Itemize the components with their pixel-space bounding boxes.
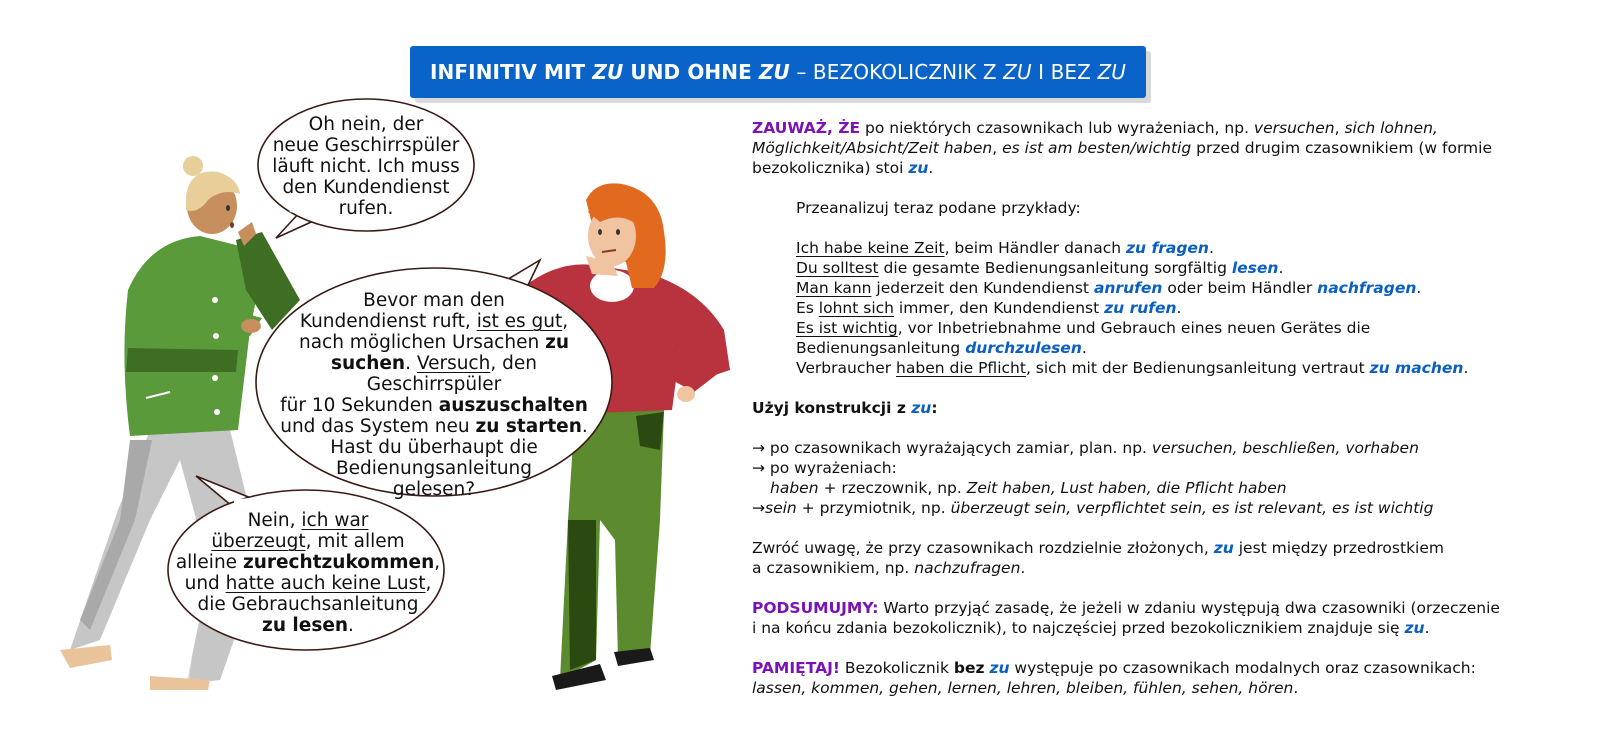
remember: PAMIĘTAJ! Bezokolicznik bez zu występuje po czasownikach modalnych oraz czasownikach: bbox=[752, 659, 1476, 677]
title-part: UND OHNE bbox=[623, 60, 759, 84]
example-5-line2: Bedienungsanleitung durchzulesen. bbox=[796, 339, 1087, 357]
analyze-instruction: Przeanalizuj teraz podane przykłady: bbox=[796, 199, 1081, 217]
bubble-line: zu lesen. bbox=[262, 615, 354, 636]
bubble-line: den Kundendienst bbox=[282, 177, 450, 198]
bubble-line: läuft nicht. Ich muss bbox=[272, 156, 460, 177]
example-4: Es lohnt sich immer, den Kundendienst zu rufen. bbox=[796, 299, 1182, 317]
rule-3: haben + rzeczownik, np. Zeit haben, Lust haben, die Pflicht haben bbox=[770, 479, 1287, 497]
rule-4: →sein + przymiotnik, np. überzeugt sein, verpflichtet sein, es ist relevant, es ist wichtig bbox=[752, 499, 1434, 517]
separable-note: Zwróć uwagę, że przy czasownikach rozdzielnie złożonych, zu jest między przedrostkiem bbox=[752, 539, 1444, 557]
bubble-line: alleine zurechtzukommen, bbox=[175, 552, 441, 573]
title-part: INFINITIV MIT bbox=[430, 60, 593, 84]
title-part: ZU bbox=[1097, 60, 1126, 84]
bubble-line: rufen. bbox=[338, 198, 394, 219]
title-part: ZU bbox=[758, 60, 790, 84]
bubble-line: überzeugt, mit allem bbox=[211, 531, 405, 552]
bubble-line: Hast du überhaupt die bbox=[330, 437, 538, 458]
bubble-line: Oh nein, der bbox=[308, 114, 424, 135]
bubble-line: suchen. Versuch, den Geschirrspüler bbox=[331, 353, 537, 395]
speech-bubble-1-text bbox=[266, 114, 466, 219]
note-paragraph-line3: bezokolicznika) stoi zu. bbox=[752, 159, 934, 177]
title-part: I BEZ bbox=[1031, 60, 1098, 84]
speech-bubble-2-text bbox=[262, 290, 606, 500]
explanation-text bbox=[752, 118, 1572, 698]
bubble-line: für 10 Sekunden auszuschalten bbox=[280, 395, 588, 416]
remember-line2: lassen, kommen, gehen, lernen, lehren, bleiben, fühlen, sehen, hören. bbox=[752, 679, 1299, 697]
bubble-line: gelesen? bbox=[392, 479, 476, 500]
bubble-line: und das System neu zu starten. bbox=[280, 416, 588, 437]
bubble-line: neue Geschirrspüler bbox=[272, 135, 460, 156]
example-6: Verbraucher haben die Pflicht, sich mit der Bedienungsanleitung vertraut zu machen. bbox=[796, 359, 1469, 377]
bubble-line: nach möglichen Ursachen zu bbox=[298, 332, 570, 353]
title-part: – BEZOKOLICZNIK Z bbox=[789, 60, 1004, 84]
example-2: Du solltest die gesamte Bedienungsanleitung sorgfältig lesen. bbox=[796, 259, 1284, 277]
speech-bubble-3-text bbox=[170, 510, 446, 636]
bubble-line: Nein, ich war bbox=[247, 510, 369, 531]
summary-line2: i na końcu zdania bezokolicznik), to najczęściej przed bezokolicznikiem znajduje się zu. bbox=[752, 619, 1430, 637]
bubble-line: Bedienungsanleitung bbox=[335, 458, 533, 479]
example-3: Man kann jederzeit den Kundendienst anrufen oder beim Händler nachfragen. bbox=[796, 279, 1422, 297]
example-1: Ich habe keine Zeit, beim Händler danach zu fragen. bbox=[796, 239, 1214, 257]
bubble-line: und hatte auch keine Lust, bbox=[184, 573, 432, 594]
rule-2: → po wyrażeniach: bbox=[752, 459, 897, 477]
bubble-line: Bevor man den bbox=[363, 290, 505, 311]
note-paragraph-line2: Möglichkeit/Absicht/Zeit haben, es ist am besten/wichtig przed drugim czasownikiem (w formie bbox=[752, 139, 1493, 157]
separable-note-line2: a czasownikiem, np. nachzufragen. bbox=[752, 559, 1026, 577]
note-paragraph: ZAUWAŻ, ŻE po niektórych czasownikach lub wyrażeniach, np. versuchen, sich lohnen, bbox=[752, 119, 1438, 137]
bubble-line: Kundendienst ruft, ist es gut, bbox=[299, 311, 569, 332]
title-part: ZU bbox=[592, 60, 624, 84]
rule-1: → po czasownikach wyrażających zamiar, plan. np. versuchen, beschließen, vorhaben bbox=[752, 439, 1419, 457]
bubble-line: die Gebrauchsanleitung bbox=[197, 594, 419, 615]
summary: PODSUMUJMY: Warto przyjąć zasadę, że jeżeli w zdaniu występują dwa czasowniki (orzeczenie bbox=[752, 599, 1500, 617]
example-5: Es ist wichtig, vor Inbetriebnahme und Gebrauch eines neuen Gerätes die bbox=[796, 319, 1371, 337]
title-part: ZU bbox=[1003, 60, 1032, 84]
use-heading: Użyj konstrukcji z zu: bbox=[752, 399, 938, 417]
